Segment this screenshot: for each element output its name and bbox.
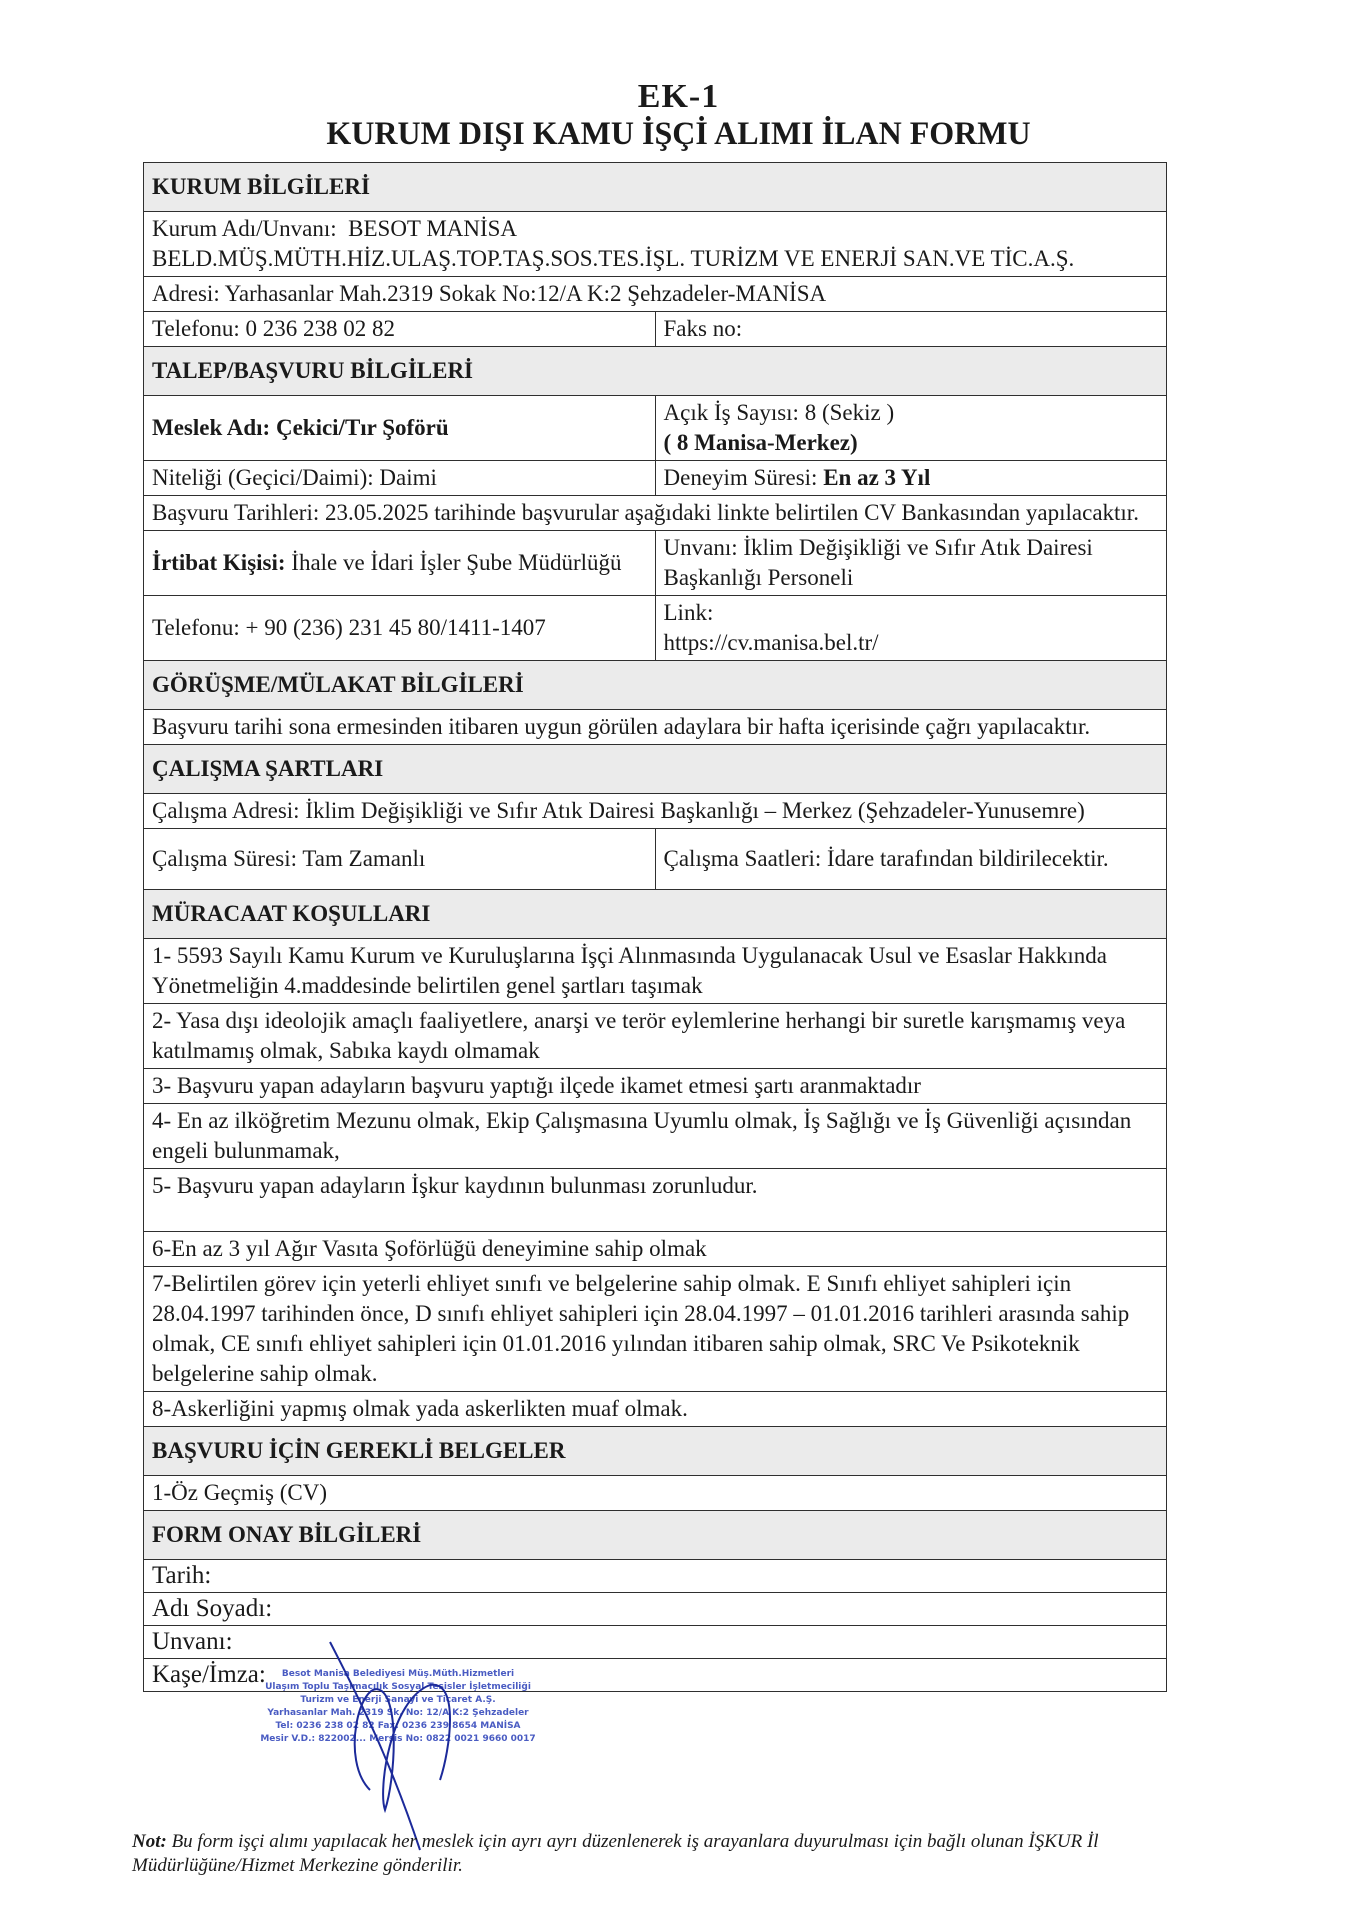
condition-item: 5- Başvuru yapan adayların İşkur kaydının bulunması zorunludur. <box>144 1169 1167 1232</box>
stamp-line: Mesir V.D.: 822002... Mersis No: 0822 0021 9660 0017 <box>260 1734 536 1744</box>
approval-title: Unvanı: <box>144 1626 1167 1659</box>
section-gerekli-belgeler: BAŞVURU İÇİN GEREKLİ BELGELER <box>144 1427 1167 1476</box>
condition-item: 8-Askerliğini yapmış olmak yada askerlikten muaf olmak. <box>144 1392 1167 1427</box>
stamp-line: Ulaşım Toplu Taşımacılık Sosyal Tesisler İşletmeciliği <box>265 1682 531 1692</box>
open-positions: Açık İş Sayısı: 8 (Sekiz ) <box>663 400 895 425</box>
footnote <box>132 1830 1232 1878</box>
contact-person-label: İrtibat Kişisi: <box>152 550 286 575</box>
application-dates: Başvuru Tarihleri: 23.05.2025 tarihinde başvurular aşağıdaki linkte belirtilen CV Bankasından yapılacaktır. <box>144 496 1167 531</box>
signature-icon <box>300 1640 500 1860</box>
section-gorusme-mulakat: GÖRÜŞME/MÜLAKAT BİLGİLERİ <box>144 661 1167 710</box>
annex-label: EK-1 <box>637 78 720 115</box>
section-muracaat-kosullari: MÜRACAAT KOŞULLARI <box>144 890 1167 939</box>
institution-address: Adresi: Yarhasanlar Mah.2319 Sokak No:12/A K:2 Şehzadeler-MANİSA <box>144 277 1167 312</box>
institution-name-line2: BELD.MÜŞ.MÜTH.HİZ.ULAŞ.TOP.TAŞ.SOS.TES.İŞL. TURİZM VE ENERJİ SAN.VE TİC.A.Ş. <box>152 246 1075 271</box>
announcement-form-table <box>143 162 1167 1692</box>
stamp-line: Turizm ve Enerji Sanayi ve Ticaret A.Ş. <box>300 1695 496 1705</box>
occupation-cell <box>144 396 656 461</box>
institution-name-line1: BESOT MANİSA <box>348 216 518 241</box>
contact-phone: Telefonu: + 90 (236) 231 45 80/1411-1407 <box>144 596 656 661</box>
institution-fax: Faks no: <box>655 312 1167 347</box>
occupation-value: Çekici/Tır Şoförü <box>275 415 449 440</box>
link-cell <box>655 596 1167 661</box>
approval-name: Adı Soyadı: <box>144 1593 1167 1626</box>
work-hours: Çalışma Saatleri: İdare tarafından bildirilecektir. <box>655 829 1167 890</box>
contact-title: Unvanı: İklim Değişikliği ve Sıfır Atık Dairesi Başkanlığı Personeli <box>655 531 1167 596</box>
contact-person-cell <box>144 531 656 596</box>
section-calisma-sartlari: ÇALIŞMA ŞARTLARI <box>144 745 1167 794</box>
open-positions-cell <box>655 396 1167 461</box>
page-title: KURUM DIŞI KAMU İŞÇİ ALIMI İLAN FORMU <box>326 116 1031 152</box>
work-address: Çalışma Adresi: İklim Değişikliği ve Sıfır Atık Dairesi Başkanlığı – Merkez (Şehzadeler-Yunusemre) <box>144 794 1167 829</box>
stamp-line: Besot Manisa Belediyesi Müş.Müth.Hizmetleri <box>281 1669 515 1679</box>
work-duration: Çalışma Süresi: Tam Zamanlı <box>144 829 656 890</box>
experience-cell <box>655 461 1167 496</box>
link-label: Link: <box>663 600 714 625</box>
footnote-text: Bu form işçi alımı yapılacak her meslek için ayrı ayrı düzenlenerek iş arayanlara duyurulması için bağlı olunan İŞKUR İl Müdürlüğüne/Hizmet Merkezine gönderilir. <box>132 1831 1099 1876</box>
section-kurum-bilgileri: KURUM BİLGİLERİ <box>144 163 1167 212</box>
institution-name-label: Kurum Adı/Unvanı: <box>152 216 337 241</box>
condition-item: 3- Başvuru yapan adayların başvuru yaptığı ilçede ikamet etmesi şartı aranmaktadır <box>144 1069 1167 1104</box>
interview-info: Başvuru tarihi sona ermesinden itibaren uygun görülen adaylara bir hafta içerisinde çağrı yapılacaktır. <box>144 710 1167 745</box>
open-positions-detail: ( 8 Manisa-Merkez) <box>663 430 858 455</box>
document-item: 1-Öz Geçmiş (CV) <box>144 1476 1167 1511</box>
institution-phone: Telefonu: 0 236 238 02 82 <box>144 312 656 347</box>
condition-item: 4- En az ilköğretim Mezunu olmak, Ekip Çalışmasına Uyumlu olmak, İş Sağlığı ve İş Güvenliği açısından engeli bulunmamak, <box>144 1104 1167 1169</box>
condition-item: 1- 5593 Sayılı Kamu Kurum ve Kuruluşlarına İşçi Alınmasında Uygulanacak Usul ve Esaslar Hakkında Yönetmeliğin 4.maddesinde belirtilen genel şartları taşımak <box>144 939 1167 1004</box>
occupation-label: Meslek Adı: <box>152 415 271 440</box>
stamp-line: Yarhasanlar Mah. 2319 Sk. No: 12/A K:2 Şehzadeler <box>267 1708 529 1718</box>
experience-label: Deneyim Süresi: <box>663 465 818 490</box>
stamp-line: Tel: 0236 238 02 82 Fax: 0236 239 8654 MANİSA <box>275 1721 521 1731</box>
condition-item: 6-En az 3 yıl Ağır Vasıta Şoförlüğü deneyimine sahip olmak <box>144 1232 1167 1267</box>
section-form-onay: FORM ONAY BİLGİLERİ <box>144 1511 1167 1560</box>
approval-date: Tarih: <box>144 1560 1167 1593</box>
contact-person-value: İhale ve İdari İşler Şube Müdürlüğü <box>291 550 622 575</box>
cv-bank-link[interactable]: https://cv.manisa.bel.tr/ <box>663 630 879 655</box>
experience-value: En az 3 Yıl <box>823 465 931 490</box>
job-nature: Niteliği (Geçici/Daimi): Daimi <box>144 461 656 496</box>
section-talep-basvuru: TALEP/BAŞVURU BİLGİLERİ <box>144 347 1167 396</box>
form-title-block <box>0 76 1357 153</box>
condition-item: 2- Yasa dışı ideolojik amaçlı faaliyetlere, anarşi ve terör eylemlerine herhangi bir suretle karışmamış veya katılmamış olmak, Sabıka kaydı olmamak <box>144 1004 1167 1069</box>
approval-seal-signature: Kaşe/İmza: <box>144 1659 1167 1692</box>
footnote-label: Not: <box>132 1831 167 1852</box>
institution-name-cell <box>144 212 1167 277</box>
condition-item: 7-Belirtilen görev için yeterli ehliyet sınıfı ve belgelerine sahip olmak. E Sınıfı ehliyet sahipleri için 28.04.1997 tarihinden önce, D sınıfı ehliyet sahipleri için 28.04.1997 – 01.01.2016 tarihleri arasında sahip olmak, CE sınıfı ehliyet sahipleri için 01.01.2016 yılından itibaren sahip olmak, SRC Ve Psikoteknik belgelerine sahip olmak. <box>144 1267 1167 1392</box>
